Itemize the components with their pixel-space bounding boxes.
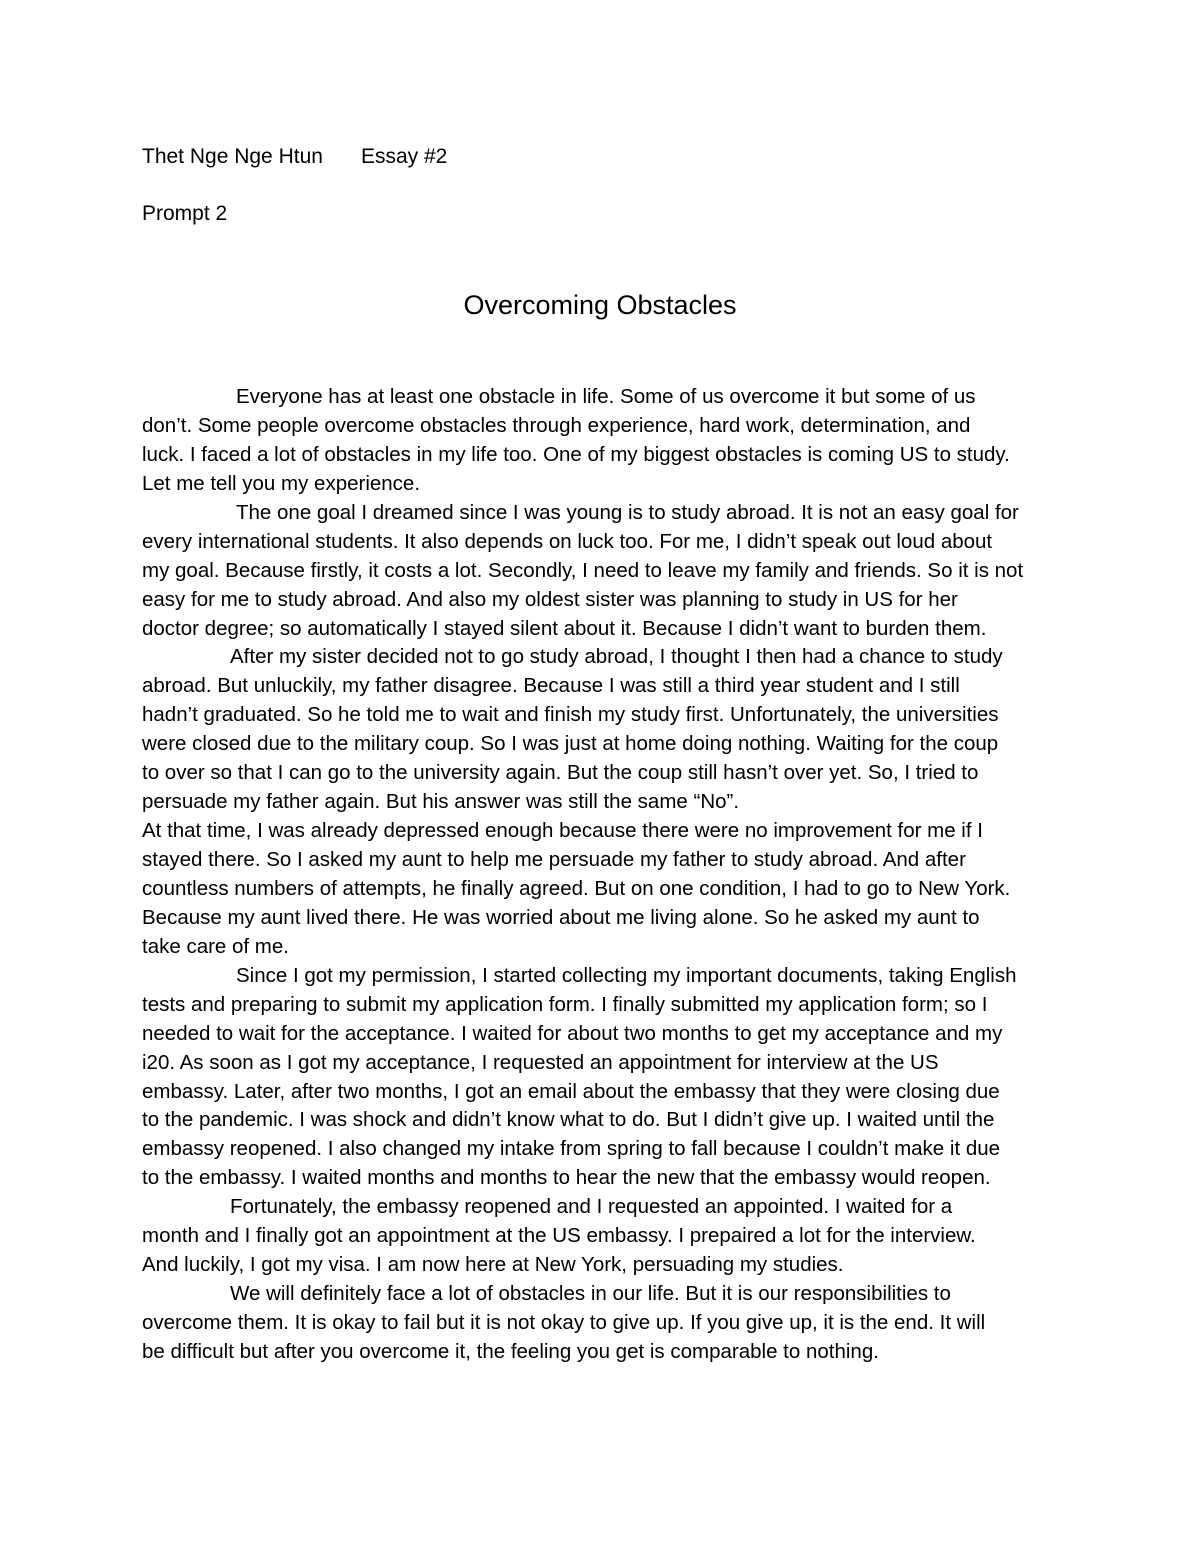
essay-line: doctor degree; so automatically I stayed silent about it. Because I didn’t want to burden them. <box>142 616 987 640</box>
essay-line: stayed there. So I asked my aunt to help me persuade my father to study abroad. And after <box>142 848 966 871</box>
essay-body <box>142 383 1072 1367</box>
essay-line: tests and preparing to submit my application form. I finally submitted my application form; so I <box>142 992 988 1016</box>
essay-line: persuade my father again. But his answer was still the same “No”. <box>142 790 740 814</box>
essay-line: every international students. It also depends on luck too. For me, I didn’t speak out loud about <box>142 529 993 553</box>
essay-line: hadn’t graduated. So he told me to wait and finish my study first. Unfortunately, the universities <box>142 703 999 727</box>
essay-line: embassy. Later, after two months, I got an email about the embassy that they were closing due <box>142 1079 1000 1103</box>
essay-title: Overcoming Obstacles <box>463 290 737 320</box>
essay-line: And luckily, I got my visa. I am now here at New York, persuading my studies. <box>142 1253 844 1277</box>
essay-line: Because my aunt lived there. He was worried about me living alone. So he asked my aunt to <box>142 905 980 929</box>
essay-line: The one goal I dreamed since I was young is to study abroad. It is not an easy goal for <box>236 500 1019 524</box>
essay-line: be difficult but after you overcome it, the feeling you get is comparable to nothing. <box>142 1339 879 1363</box>
header-line <box>142 143 447 171</box>
essay-line: i20. As soon as I got my acceptance, I requested an appointment for interview at the US <box>142 1050 939 1074</box>
essay-line: overcome them. It is okay to fail but it is not okay to give up. If you give up, it is the end. It will <box>142 1311 986 1334</box>
essay-line: luck. I faced a lot of obstacles in my life too. One of my biggest obstacles is coming US to study. <box>142 442 1010 466</box>
essay-line: needed to wait for the acceptance. I waited for about two months to get my acceptance and my <box>142 1021 1003 1045</box>
essay-line: At that time, I was already depressed enough because there were no improvement for me if I <box>142 819 983 843</box>
essay-line: easy for me to study abroad. And also my oldest sister was planning to study in US for her <box>142 587 958 611</box>
essay-line: don’t. Some people overcome obstacles through experience, hard work, determination, and <box>142 413 971 437</box>
essay-line: were closed due to the military coup. So I was just at home doing nothing. Waiting for the coup <box>142 732 999 756</box>
essay-line: to the pandemic. I was shock and didn’t know what to do. But I didn’t give up. I waited until the <box>142 1108 995 1132</box>
essay-line: Let me tell you my experience. <box>142 471 421 495</box>
essay-line: Since I got my permission, I started collecting my important documents, taking English <box>236 963 1017 987</box>
essay-line: month and I finally got an appointment at the US embassy. I prepaired a lot for the interview. <box>142 1224 976 1248</box>
essay-line: Everyone has at least one obstacle in life. Some of us overcome it but some of us <box>236 385 976 408</box>
essay-line: abroad. But unluckily, my father disagree. Because I was still a third year student and I still <box>142 674 960 698</box>
essay-line: After my sister decided not to go study abroad, I thought I then had a chance to study <box>230 645 1003 669</box>
essay-line: to the embassy. I waited months and months to hear the new that the embassy would reopen. <box>142 1166 991 1190</box>
essay-line: take care of me. <box>142 934 289 958</box>
essay-line: Fortunately, the embassy reopened and I requested an appointed. I waited for a <box>230 1195 953 1219</box>
prompt-label: Prompt 2 <box>142 202 228 225</box>
author-name: Thet Nge Nge Htun <box>142 145 323 168</box>
essay-line: my goal. Because firstly, it costs a lot. Secondly, I need to leave my family and friends. So it is not <box>142 558 1024 582</box>
essay-line: embassy reopened. I also changed my intake from spring to fall because I couldn’t make it due <box>142 1137 1001 1161</box>
essay-line: We will definitely face a lot of obstacles in our life. But it is our responsibilities to <box>230 1282 951 1306</box>
essay-line: to over so that I can go to the university again. But the coup still hasn’t over yet. So, I tried to <box>142 761 979 785</box>
essay-number: Essay #2 <box>360 145 448 168</box>
essay-line: countless numbers of attempts, he finally agreed. But on one condition, I had to go to New York. <box>142 876 1011 900</box>
